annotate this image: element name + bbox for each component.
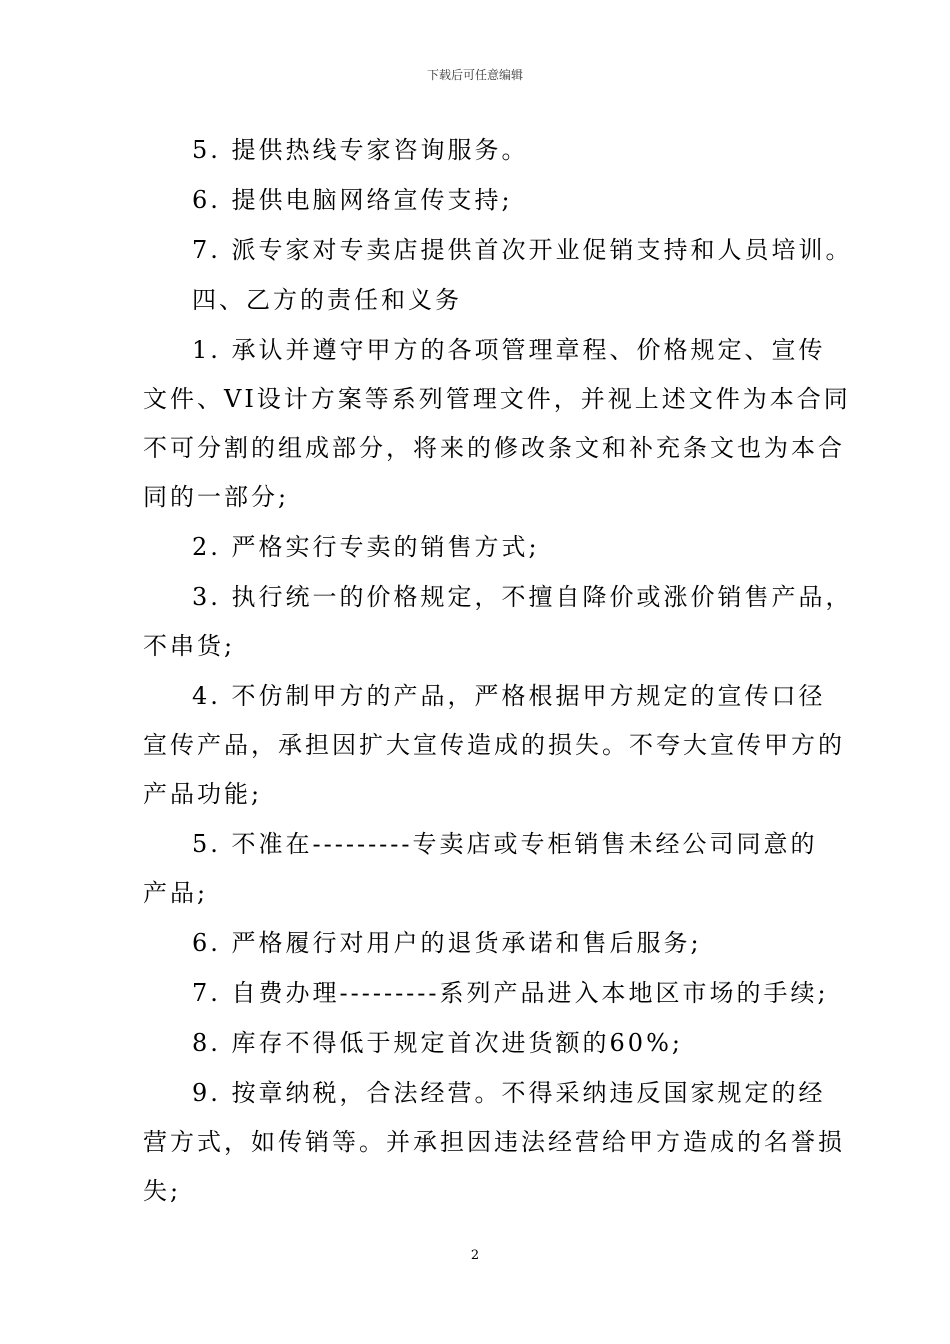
text-line: 宣传产品，承担因扩大宣传造成的损失。不夸大宣传甲方的 <box>143 731 845 759</box>
text-line: 5. 提供热线专家咨询服务。 <box>192 136 529 164</box>
text-line: 7. 派专家对专卖店提供首次开业促销支持和人员培训。 <box>192 236 853 264</box>
text-line: 2. 严格实行专卖的销售方式; <box>192 533 540 561</box>
section-heading: 四、乙方的责任和义务 <box>192 286 462 314</box>
text-line: 9. 按章纳税，合法经营。不得采纳违反国家规定的经 <box>192 1079 826 1107</box>
text-line: 营方式，如传销等。并承担因违法经营给甲方造成的名誉损 <box>143 1128 845 1156</box>
header-note: 下载后可任意编辑 <box>426 68 523 82</box>
page-number: 2 <box>470 1248 480 1263</box>
text-line: 7. 自费办理---------系列产品进入本地区市场的手续; <box>192 979 829 1007</box>
text-line: 文件、VI设计方案等系列管理文件，并视上述文件为本合同 <box>143 385 851 413</box>
text-line: 不可分割的组成部分，将来的修改条文和补充条文也为本合 <box>143 434 845 462</box>
text-line: 6. 严格履行对用户的退货承诺和售后服务; <box>192 929 702 957</box>
text-line: 6. 提供电脑网络宣传支持; <box>192 186 513 214</box>
text-line: 8. 库存不得低于规定首次进货额的60%; <box>192 1029 683 1057</box>
text-line: 不串货; <box>143 632 236 660</box>
text-line: 5. 不准在---------专卖店或专柜销售未经公司同意的 <box>192 830 818 858</box>
text-line: 3. 执行统一的价格规定，不擅自降价或涨价销售产品， <box>192 583 853 611</box>
text-line: 失; <box>143 1177 182 1205</box>
text-line: 产品功能; <box>143 780 263 808</box>
text-line: 产品; <box>143 879 209 907</box>
text-line: 4. 不仿制甲方的产品，严格根据甲方规定的宣传口径 <box>192 682 826 710</box>
text-line: 1. 承认并遵守甲方的各项管理章程、价格规定、宣传 <box>192 336 826 364</box>
text-line: 同的一部分; <box>143 483 290 511</box>
